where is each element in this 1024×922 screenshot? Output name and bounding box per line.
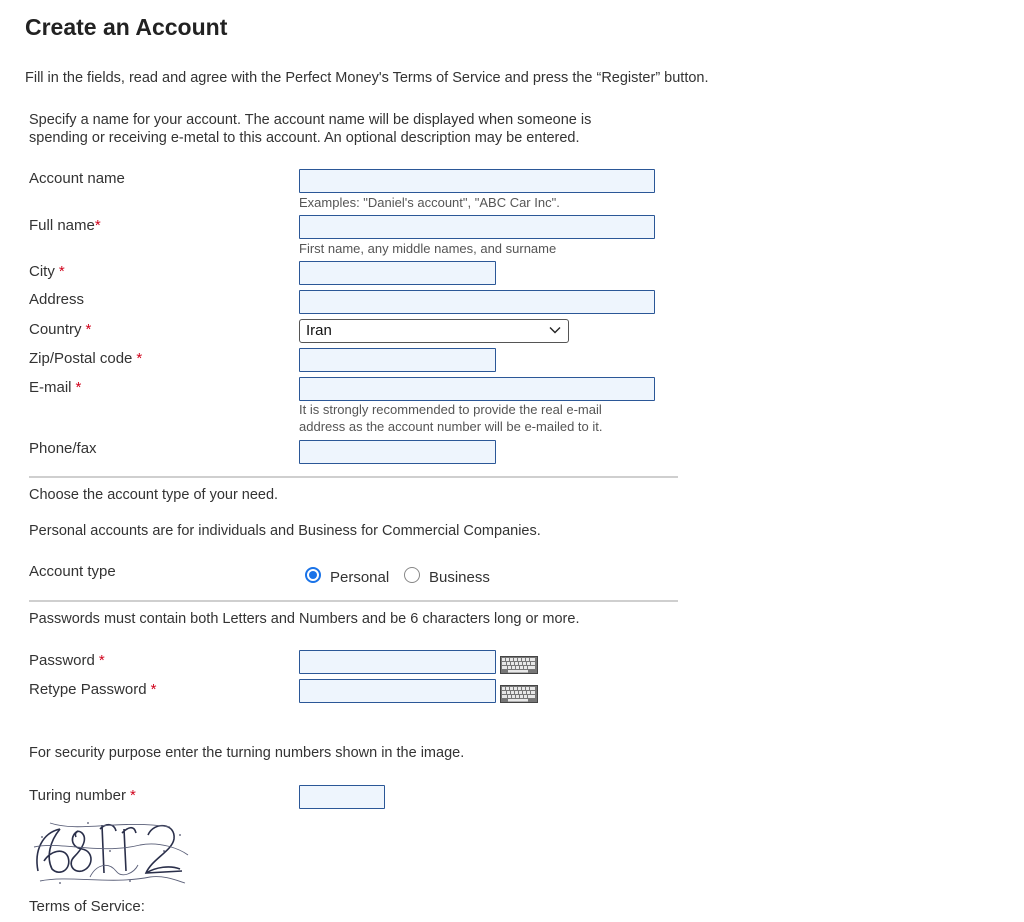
address-input[interactable]	[299, 290, 655, 314]
required-marker: *	[150, 681, 157, 698]
city-input[interactable]	[299, 261, 496, 285]
account-name-input[interactable]	[299, 169, 655, 193]
full-name-label-text: Full name	[29, 217, 95, 234]
radio-personal-label[interactable]: Personal	[330, 569, 390, 586]
country-label-text: Country	[29, 321, 82, 338]
radio-business-label[interactable]: Business	[429, 569, 490, 586]
retype-password-label	[29, 681, 156, 698]
captcha-image	[30, 811, 190, 891]
country-selected-value: Iran	[306, 322, 332, 339]
email-hint-line-2: address as the account number will be e-mailed to it.	[299, 419, 603, 434]
chevron-down-icon	[548, 323, 562, 337]
email-hint	[299, 401, 603, 435]
password-rules-text: Passwords must contain both Letters and Numbers and be 6 characters long or more.	[29, 611, 580, 627]
city-label-text: City	[29, 263, 55, 280]
required-marker: *	[98, 652, 105, 669]
phone-input[interactable]	[299, 440, 496, 464]
email-label	[29, 379, 81, 396]
password-input[interactable]	[299, 650, 496, 674]
turing-label	[29, 787, 136, 804]
radio-business[interactable]	[404, 567, 420, 583]
password-label	[29, 652, 105, 669]
required-marker: *	[58, 263, 65, 280]
password-label-text: Password	[29, 652, 95, 669]
phone-label: Phone/fax	[29, 440, 97, 457]
full-name-input[interactable]	[299, 215, 655, 239]
full-name-hint: First name, any middle names, and surname	[299, 241, 557, 256]
account-section-line-1: Specify a name for your account. The account name will be displayed when someone is	[29, 112, 592, 128]
country-select[interactable]	[299, 319, 569, 343]
country-label	[29, 321, 91, 338]
required-marker: *	[94, 217, 101, 234]
captcha-text: 68112	[30, 811, 33, 812]
zip-label	[29, 350, 142, 367]
account-section-text	[29, 111, 591, 147]
required-marker: *	[136, 350, 143, 367]
page-title: Create an Account	[25, 14, 228, 40]
retype-password-label-text: Retype Password	[29, 681, 147, 698]
required-marker: *	[85, 321, 92, 338]
intro-text: Fill in the fields, read and agree with the Perfect Money's Terms of Service and press the “Register” button.	[25, 70, 709, 86]
account-name-hint: Examples: "Daniel's account", "ABC Car Inc".	[299, 195, 560, 210]
city-label	[29, 263, 65, 280]
turing-instructions: For security purpose enter the turning numbers shown in the image.	[29, 745, 465, 761]
address-label: Address	[29, 291, 85, 308]
account-type-description: Personal accounts are for individuals and Business for Commercial Companies.	[29, 523, 541, 539]
required-marker: *	[130, 787, 136, 804]
email-input[interactable]	[299, 377, 655, 401]
full-name-label	[29, 217, 101, 234]
turing-number-input[interactable]	[299, 785, 385, 809]
required-marker: *	[75, 379, 82, 396]
virtual-keyboard-icon[interactable]	[500, 656, 538, 674]
zip-input[interactable]	[299, 348, 496, 372]
divider	[29, 476, 678, 478]
virtual-keyboard-icon[interactable]	[500, 685, 538, 703]
radio-personal[interactable]	[305, 567, 321, 583]
retype-password-input[interactable]	[299, 679, 496, 703]
divider	[29, 600, 678, 602]
account-section-line-2: spending or receiving e-metal to this account. An optional description may be entered.	[29, 130, 580, 146]
account-type-label: Account type	[29, 563, 116, 580]
turing-label-text: Turing number	[29, 787, 126, 804]
email-hint-line-1: It is strongly recommended to provide the real e-mail	[299, 402, 602, 417]
zip-label-text: Zip/Postal code	[29, 350, 133, 367]
terms-of-service-label: Terms of Service:	[29, 898, 145, 915]
account-name-label: Account name	[29, 170, 125, 187]
email-label-text: E-mail	[29, 379, 72, 396]
account-type-intro: Choose the account type of your need.	[29, 487, 279, 503]
